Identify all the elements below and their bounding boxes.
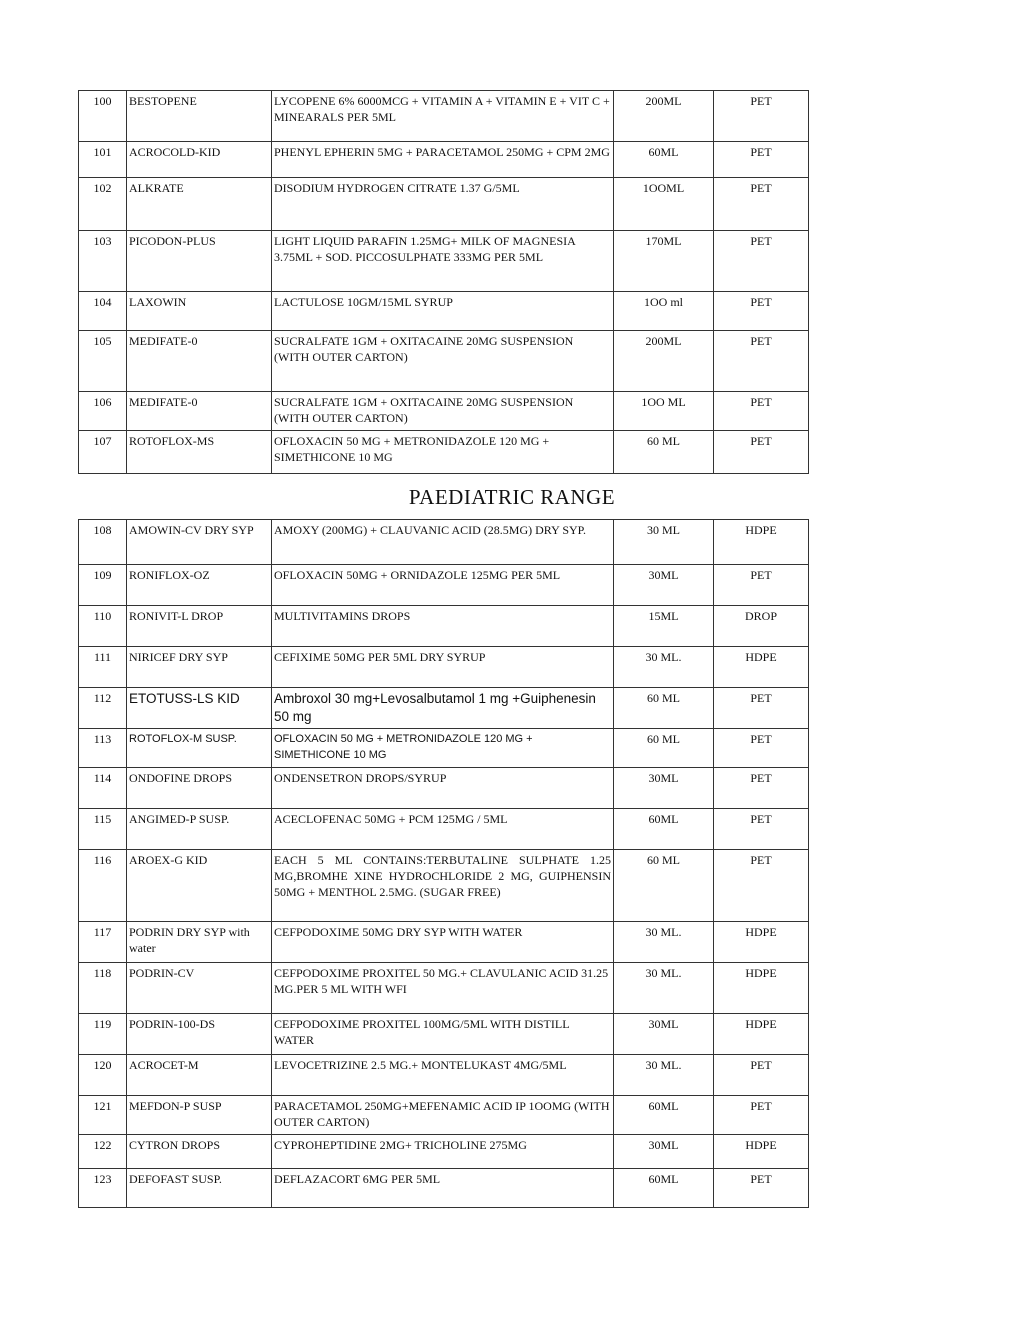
- item-number: 103: [79, 231, 127, 292]
- product-name: BESTOPENE: [127, 91, 272, 142]
- product-name: PODRIN-100-DS: [127, 1014, 272, 1055]
- pack-size: 30 ML.: [614, 963, 714, 1014]
- pack-size: 15ML: [614, 606, 714, 647]
- product-composition: MULTIVITAMINS DROPS: [272, 606, 614, 647]
- table-row: [79, 178, 809, 231]
- table-row: [79, 922, 809, 963]
- item-number: 119: [79, 1014, 127, 1055]
- product-composition: DEFLAZACORT 6MG PER 5ML: [272, 1169, 614, 1208]
- item-number: 117: [79, 922, 127, 963]
- pack-size: 200ML: [614, 331, 714, 392]
- table-row: [79, 1169, 809, 1208]
- pack-type: PET: [714, 768, 809, 809]
- product-composition: SUCRALFATE 1GM + OXITACAINE 20MG SUSPENSION (WITH OUTER CARTON): [272, 392, 614, 431]
- product-composition: OFLOXACIN 50 MG + METRONIDAZOLE 120 MG + SIMETHICONE 10 MG: [272, 431, 614, 474]
- pack-type: PET: [714, 688, 809, 729]
- pack-type: PET: [714, 809, 809, 850]
- product-composition: AMOXY (200MG) + CLAUVANIC ACID (28.5MG) DRY SYP.: [272, 520, 614, 565]
- pack-size: 30 ML.: [614, 922, 714, 963]
- item-number: 114: [79, 768, 127, 809]
- pack-type: HDPE: [714, 1135, 809, 1169]
- table-row: [79, 142, 809, 178]
- table-row: [79, 729, 809, 768]
- item-number: 112: [79, 688, 127, 729]
- section-title: PAEDIATRIC RANGE: [408, 485, 616, 509]
- pack-type: PET: [714, 331, 809, 392]
- pack-size: 200ML: [614, 91, 714, 142]
- pack-type: PET: [714, 565, 809, 606]
- pack-size: 60ML: [614, 809, 714, 850]
- pack-size: 30ML: [614, 1014, 714, 1055]
- pack-type: HDPE: [714, 963, 809, 1014]
- product-composition: EACH 5 ML CONTAINS:TERBUTALINE SULPHATE 1.25 MG,BROMHE XINE HYDROCHLORIDE 2 MG, GUIPHENSIN 50MG + MENTHOL 2.5MG. (SUGAR FREE): [272, 850, 614, 922]
- pack-size: 60 ML: [614, 431, 714, 474]
- pack-type: PET: [714, 1055, 809, 1096]
- product-composition: ONDENSETRON DROPS/SYRUP: [272, 768, 614, 809]
- item-number: 118: [79, 963, 127, 1014]
- table-row: [79, 231, 809, 292]
- product-composition: CYPROHEPTIDINE 2MG+ TRICHOLINE 275MG: [272, 1135, 614, 1169]
- table-row: [79, 565, 809, 606]
- pack-size: 60ML: [614, 1169, 714, 1208]
- pack-size: 30 ML: [614, 520, 714, 565]
- item-number: 120: [79, 1055, 127, 1096]
- product-name: ROTOFLOX-MS: [127, 431, 272, 474]
- product-composition: ACECLOFENAC 50MG + PCM 125MG / 5ML: [272, 809, 614, 850]
- pack-size: 1OO ml: [614, 292, 714, 331]
- pack-type: PET: [714, 431, 809, 474]
- product-composition: Ambroxol 30 mg+Levosalbutamol 1 mg +Guiphenesin 50 mg: [272, 688, 614, 729]
- table-row: [79, 1014, 809, 1055]
- pack-size: 30 ML.: [614, 647, 714, 688]
- product-name: ACROCET-M: [127, 1055, 272, 1096]
- table-row: [79, 1135, 809, 1169]
- product-name: MEFDON-P SUSP: [127, 1096, 272, 1135]
- product-name: AROEX-G KID: [127, 850, 272, 922]
- pack-size: 60ML: [614, 1096, 714, 1135]
- product-name: RONIFLOX-OZ: [127, 565, 272, 606]
- pack-size: 30ML: [614, 768, 714, 809]
- table-row: [79, 809, 809, 850]
- table-row: [79, 331, 809, 392]
- product-name: ROTOFLOX-M SUSP.: [127, 729, 272, 768]
- product-table-top: [78, 90, 809, 474]
- pack-type: PET: [714, 729, 809, 768]
- item-number: 105: [79, 331, 127, 392]
- product-composition: CEFPODOXIME 50MG DRY SYP WITH WATER: [272, 922, 614, 963]
- item-number: 106: [79, 392, 127, 431]
- pack-type: PET: [714, 91, 809, 142]
- pack-type: HDPE: [714, 922, 809, 963]
- item-number: 100: [79, 91, 127, 142]
- table-row: [79, 431, 809, 474]
- pack-type: PET: [714, 178, 809, 231]
- pack-type: PET: [714, 231, 809, 292]
- pack-size: 30ML: [614, 565, 714, 606]
- table-row: [79, 520, 809, 565]
- product-name: ALKRATE: [127, 178, 272, 231]
- product-name: CYTRON DROPS: [127, 1135, 272, 1169]
- pack-type: PET: [714, 1096, 809, 1135]
- product-composition: DISODIUM HYDROGEN CITRATE 1.37 G/5ML: [272, 178, 614, 231]
- table-row: [79, 688, 809, 729]
- product-composition: CEFPODOXIME PROXITEL 50 MG.+ CLAVULANIC ACID 31.25 MG.PER 5 ML WITH WFI: [272, 963, 614, 1014]
- product-table-paediatric: [78, 519, 809, 1208]
- table-row: [79, 850, 809, 922]
- item-number: 107: [79, 431, 127, 474]
- product-composition: PHENYL EPHERIN 5MG + PARACETAMOL 250MG + CPM 2MG: [272, 142, 614, 178]
- item-number: 110: [79, 606, 127, 647]
- pack-size: 170ML: [614, 231, 714, 292]
- product-composition: CEFPODOXIME PROXITEL 100MG/5ML WITH DISTILL WATER: [272, 1014, 614, 1055]
- pack-size: 1OOML: [614, 178, 714, 231]
- product-name: ANGIMED-P SUSP.: [127, 809, 272, 850]
- product-composition: OFLOXACIN 50 MG + METRONIDAZOLE 120 MG + SIMETHICONE 10 MG: [272, 729, 614, 768]
- product-composition: LYCOPENE 6% 6000MCG + VITAMIN A + VITAMIN E + VIT C + MINEARALS PER 5ML: [272, 91, 614, 142]
- pack-type: HDPE: [714, 647, 809, 688]
- item-number: 115: [79, 809, 127, 850]
- product-composition: LIGHT LIQUID PARAFIN 1.25MG+ MILK OF MAGNESIA 3.75ML + SOD. PICCOSULPHATE 333MG PER 5ML: [272, 231, 614, 292]
- product-name: PODRIN-CV: [127, 963, 272, 1014]
- product-composition: CEFIXIME 50MG PER 5ML DRY SYRUP: [272, 647, 614, 688]
- product-name: ONDOFINE DROPS: [127, 768, 272, 809]
- table-row: [79, 392, 809, 431]
- item-number: 102: [79, 178, 127, 231]
- pack-type: PET: [714, 292, 809, 331]
- item-number: 123: [79, 1169, 127, 1208]
- item-number: 113: [79, 729, 127, 768]
- pack-size: 30 ML.: [614, 1055, 714, 1096]
- item-number: 111: [79, 647, 127, 688]
- item-number: 104: [79, 292, 127, 331]
- product-name: RONIVIT-L DROP: [127, 606, 272, 647]
- item-number: 116: [79, 850, 127, 922]
- product-name: ETOTUSS-LS KID: [127, 688, 272, 729]
- item-number: 121: [79, 1096, 127, 1135]
- pack-size: 60 ML: [614, 729, 714, 768]
- item-number: 109: [79, 565, 127, 606]
- product-name: LAXOWIN: [127, 292, 272, 331]
- pack-type: HDPE: [714, 520, 809, 565]
- product-name: ACROCOLD-KID: [127, 142, 272, 178]
- pack-size: 60 ML: [614, 688, 714, 729]
- product-composition: LACTULOSE 10GM/15ML SYRUP: [272, 292, 614, 331]
- table-row: [79, 963, 809, 1014]
- table-row: [79, 91, 809, 142]
- table-row: [79, 606, 809, 647]
- product-composition: PARACETAMOL 250MG+MEFENAMIC ACID IP 1OOMG (WITH OUTER CARTON): [272, 1096, 614, 1135]
- product-name: MEDIFATE-0: [127, 331, 272, 392]
- pack-type: PET: [714, 392, 809, 431]
- table-row: [79, 647, 809, 688]
- product-composition: LEVOCETRIZINE 2.5 MG.+ MONTELUKAST 4MG/5ML: [272, 1055, 614, 1096]
- item-number: 122: [79, 1135, 127, 1169]
- pack-size: 60ML: [614, 142, 714, 178]
- table-row: [79, 1096, 809, 1135]
- product-name: PODRIN DRY SYP with water: [127, 922, 272, 963]
- pack-type: HDPE: [714, 1014, 809, 1055]
- pack-type: PET: [714, 850, 809, 922]
- product-name: PICODON-PLUS: [127, 231, 272, 292]
- pack-size: 1OO ML: [614, 392, 714, 431]
- product-name: DEFOFAST SUSP.: [127, 1169, 272, 1208]
- item-number: 101: [79, 142, 127, 178]
- product-name: MEDIFATE-0: [127, 392, 272, 431]
- table-row: [79, 1055, 809, 1096]
- pack-type: PET: [714, 142, 809, 178]
- product-name: NIRICEF DRY SYP: [127, 647, 272, 688]
- pack-type: PET: [714, 1169, 809, 1208]
- pack-size: 60 ML: [614, 850, 714, 922]
- pack-type: DROP: [714, 606, 809, 647]
- product-composition: OFLOXACIN 50MG + ORNIDAZOLE 125MG PER 5ML: [272, 565, 614, 606]
- table-row: [79, 292, 809, 331]
- table-row: [79, 768, 809, 809]
- item-number: 108: [79, 520, 127, 565]
- pack-size: 30ML: [614, 1135, 714, 1169]
- product-name: AMOWIN-CV DRY SYP: [127, 520, 272, 565]
- product-composition: SUCRALFATE 1GM + OXITACAINE 20MG SUSPENSION (WITH OUTER CARTON): [272, 331, 614, 392]
